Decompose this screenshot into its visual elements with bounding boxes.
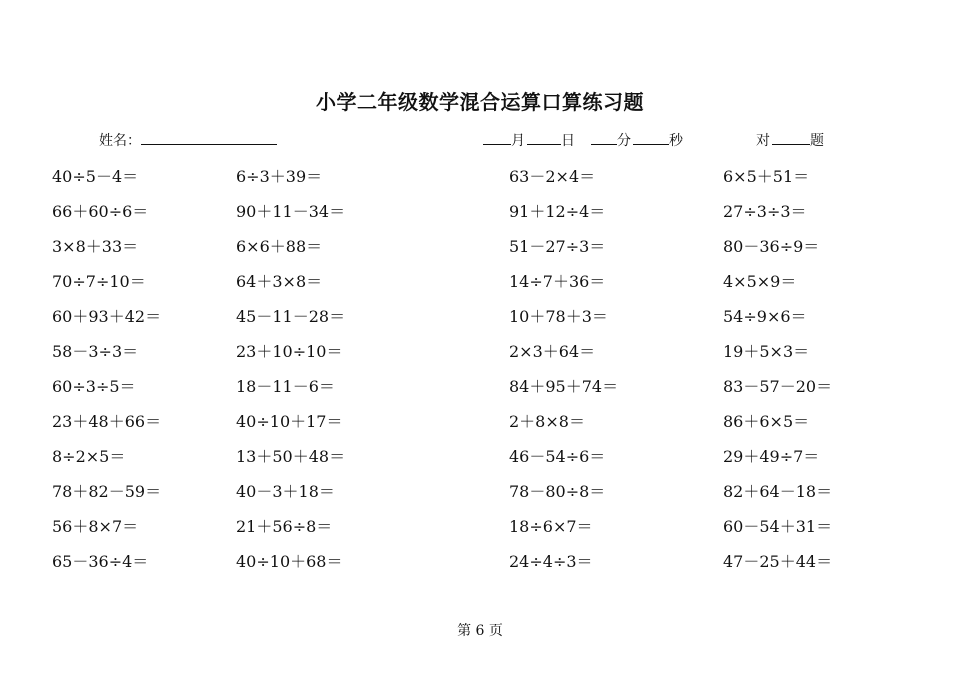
problem-row bbox=[0, 549, 960, 584]
problem-item: 66＋60÷6＝ bbox=[52, 202, 149, 221]
problem-item: 2＋8×8＝ bbox=[509, 412, 585, 431]
problem-item: 6÷3＋39＝ bbox=[236, 167, 323, 186]
problem-item: 45－11－28＝ bbox=[236, 307, 346, 326]
minute-blank[interactable] bbox=[591, 130, 617, 145]
problem-item: 78＋82－59＝ bbox=[52, 482, 162, 501]
problem-item: 60＋93＋42＝ bbox=[52, 307, 162, 326]
problem-item: 60－54＋31＝ bbox=[723, 517, 833, 536]
problem-item: 27÷3÷3＝ bbox=[723, 202, 807, 221]
month-label: 月 bbox=[511, 133, 525, 149]
problem-item: 58－3÷3＝ bbox=[52, 342, 139, 361]
problem-item: 40－3＋18＝ bbox=[236, 482, 335, 501]
problem-row bbox=[0, 234, 960, 269]
problem-item: 80－36÷9＝ bbox=[723, 237, 820, 256]
minute-label: 分 bbox=[617, 133, 631, 149]
problem-row bbox=[0, 444, 960, 479]
day-label: 日 bbox=[561, 133, 575, 149]
problem-row bbox=[0, 374, 960, 409]
question-label: 题 bbox=[810, 133, 824, 149]
problem-row bbox=[0, 269, 960, 304]
problem-item: 70÷7÷10＝ bbox=[52, 272, 146, 291]
problem-row bbox=[0, 409, 960, 444]
problem-item: 65－36÷4＝ bbox=[52, 552, 149, 571]
correct-label: 对 bbox=[756, 133, 770, 149]
problem-row bbox=[0, 339, 960, 374]
problem-item: 83－57－20＝ bbox=[723, 377, 833, 396]
problem-item: 84＋95＋74＝ bbox=[509, 377, 619, 396]
problem-item: 56＋8×7＝ bbox=[52, 517, 139, 536]
problem-item: 91＋12÷4＝ bbox=[509, 202, 606, 221]
name-label: 姓名： bbox=[99, 133, 141, 149]
problem-item: 21＋56÷8＝ bbox=[236, 517, 333, 536]
problem-item: 18÷6×7＝ bbox=[509, 517, 593, 536]
problem-item: 51－27÷3＝ bbox=[509, 237, 606, 256]
problem-item: 60÷3÷5＝ bbox=[52, 377, 136, 396]
problem-item: 40÷5－4＝ bbox=[52, 167, 139, 186]
problem-item: 24÷4÷3＝ bbox=[509, 552, 593, 571]
name-field bbox=[99, 130, 277, 150]
date-time-field bbox=[483, 130, 683, 150]
problem-item: 63－2×4＝ bbox=[509, 167, 596, 186]
problem-item: 40÷10＋17＝ bbox=[236, 412, 343, 431]
problem-item: 46－54÷6＝ bbox=[509, 447, 606, 466]
second-label: 秒 bbox=[669, 133, 683, 149]
problem-item: 64＋3×8＝ bbox=[236, 272, 323, 291]
problem-item: 10＋78＋3＝ bbox=[509, 307, 608, 326]
problem-item: 40÷10＋68＝ bbox=[236, 552, 343, 571]
page-prefix: 第 bbox=[457, 623, 472, 639]
page-title: 小学二年级数学混合运算口算练习题 bbox=[316, 90, 644, 114]
page-number: 6 bbox=[475, 623, 485, 639]
problem-row bbox=[0, 479, 960, 514]
problem-item: 6×5＋51＝ bbox=[723, 167, 810, 186]
problem-item: 8÷2×5＝ bbox=[52, 447, 126, 466]
day-blank[interactable] bbox=[527, 130, 561, 145]
info-row bbox=[0, 130, 960, 152]
month-blank[interactable] bbox=[483, 130, 511, 145]
name-blank[interactable] bbox=[141, 130, 277, 145]
problem-item: 29＋49÷7＝ bbox=[723, 447, 820, 466]
problem-item: 3×8＋33＝ bbox=[52, 237, 139, 256]
problem-row bbox=[0, 164, 960, 199]
problem-item: 90＋11－34＝ bbox=[236, 202, 346, 221]
second-blank[interactable] bbox=[633, 130, 669, 145]
problem-item: 23＋10÷10＝ bbox=[236, 342, 343, 361]
problem-item: 47－25＋44＝ bbox=[723, 552, 833, 571]
problem-item: 4×5×9＝ bbox=[723, 272, 797, 291]
problem-item: 19＋5×3＝ bbox=[723, 342, 810, 361]
problem-item: 78－80÷8＝ bbox=[509, 482, 606, 501]
problem-item: 23＋48＋66＝ bbox=[52, 412, 162, 431]
problem-row bbox=[0, 304, 960, 339]
problem-item: 82＋64－18＝ bbox=[723, 482, 833, 501]
page-footer bbox=[0, 620, 960, 640]
problem-row bbox=[0, 199, 960, 234]
problem-item: 6×6＋88＝ bbox=[236, 237, 323, 256]
score-field bbox=[756, 130, 824, 150]
page-suffix: 页 bbox=[488, 623, 503, 639]
problem-item: 14÷7＋36＝ bbox=[509, 272, 606, 291]
problem-item: 2×3＋64＝ bbox=[509, 342, 596, 361]
problem-item: 86＋6×5＝ bbox=[723, 412, 810, 431]
problem-row bbox=[0, 514, 960, 549]
problem-item: 54÷9×6＝ bbox=[723, 307, 807, 326]
problem-item: 18－11－6＝ bbox=[236, 377, 335, 396]
problem-item: 13＋50＋48＝ bbox=[236, 447, 346, 466]
correct-blank[interactable] bbox=[772, 130, 810, 145]
